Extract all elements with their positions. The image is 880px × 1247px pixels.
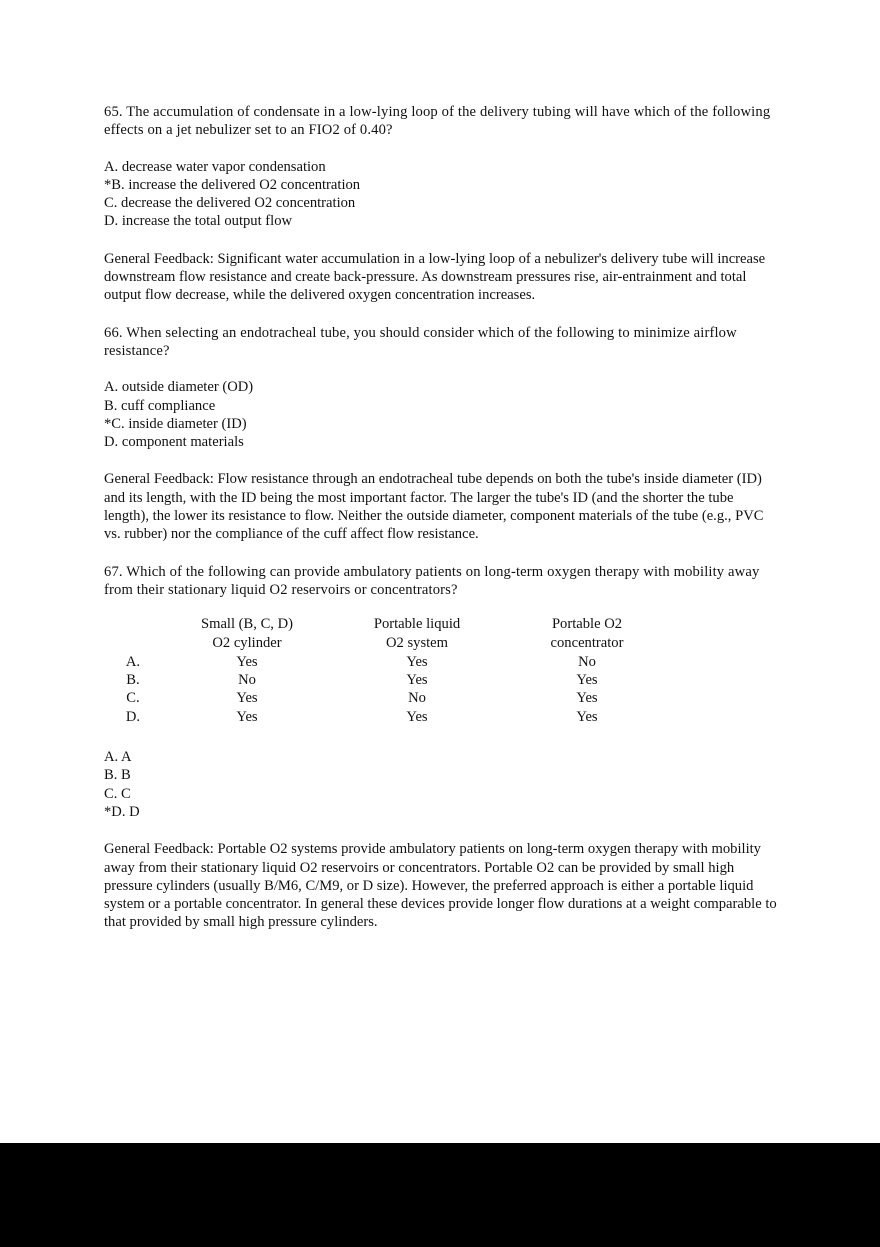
option-65-b[interactable]: *B. increase the delivered O2 concentration bbox=[104, 176, 361, 193]
question-block-67 bbox=[104, 563, 780, 932]
spacer bbox=[104, 231, 780, 250]
general-feedback-65: General Feedback: Significant water accumulation in a low-lying loop of a nebulizer's delivery tube will increase downstream flow resistance and create back-pressure. As downstream pressures rise, air-entrainment and total output flow decrease, while the delivered oxygen concentration increases. bbox=[104, 250, 766, 304]
matrix-row-label-a: A. bbox=[125, 653, 141, 670]
spacer bbox=[104, 140, 780, 158]
matrix-cell-b-1: No bbox=[238, 672, 256, 689]
option-67-c[interactable]: C. C bbox=[104, 785, 131, 802]
option-65-a[interactable]: A. decrease water vapor condensation bbox=[104, 158, 326, 175]
question-block-65 bbox=[104, 103, 780, 305]
spacer bbox=[104, 544, 780, 563]
question-stem-67: 67. Which of the following can provide ambulatory patients on long-term oxygen therapy with mobility away from their stationary liquid O2 reservoirs or concentrators? bbox=[104, 563, 760, 598]
matrix-cell-c-2: No bbox=[408, 690, 426, 707]
page-footer-black-bar bbox=[0, 1143, 880, 1247]
matrix-header-2-line1: Portable liquid bbox=[373, 616, 461, 633]
matrix-header-row-line2 bbox=[110, 634, 672, 653]
question-stem-65: 65. The accumulation of condensate in a low-lying loop of the delivery tubing will have which of the following effects on a jet nebulizer set to an FIO2 of 0.40? bbox=[104, 104, 771, 139]
option-list-66 bbox=[104, 378, 780, 451]
option-66-b[interactable]: B. cuff compliance bbox=[104, 397, 216, 414]
option-66-d[interactable]: D. component materials bbox=[104, 434, 244, 451]
option-65-c[interactable]: C. decrease the delivered O2 concentration bbox=[104, 195, 356, 212]
matrix-cell-d-3: Yes bbox=[576, 708, 598, 725]
matrix-header-3-line1: Portable O2 bbox=[551, 616, 623, 633]
matrix-row-label-b: B. bbox=[126, 672, 140, 689]
matrix-cell-b-2: Yes bbox=[406, 672, 428, 689]
table-row bbox=[110, 671, 672, 689]
matrix-corner-cell-2 bbox=[110, 634, 162, 653]
matrix-header-1-line1: Small (B, C, D) bbox=[200, 616, 294, 633]
matrix-cell-a-1: Yes bbox=[236, 653, 258, 670]
option-67-b[interactable]: B. B bbox=[104, 767, 131, 784]
spacer bbox=[104, 305, 780, 324]
answer-matrix-table bbox=[110, 615, 672, 726]
matrix-cell-c-1: Yes bbox=[236, 690, 258, 707]
option-66-c[interactable]: *C. inside diameter (ID) bbox=[104, 415, 247, 432]
question-block-66 bbox=[104, 324, 780, 544]
option-67-d[interactable]: *D. D bbox=[104, 803, 140, 820]
matrix-header-1-line2: O2 cylinder bbox=[212, 634, 282, 651]
matrix-cell-d-2: Yes bbox=[406, 708, 428, 725]
matrix-header-row-line1 bbox=[110, 615, 672, 633]
general-feedback-66: General Feedback: Flow resistance through an endotracheal tube depends on both the tube's inside diameter (ID) and its length, with the ID being the most important factor. The larger the tube's ID (and the shorter the tube length), the lower its resistance to flow. Neither the outside diameter, component materials of the tube (e.g., PVC vs. rubber) nor the compliance of the cuff affect flow resistance. bbox=[104, 471, 764, 543]
matrix-row-label-c: C. bbox=[126, 690, 140, 707]
option-67-a[interactable]: A. A bbox=[104, 749, 132, 766]
matrix-cell-d-1: Yes bbox=[236, 708, 258, 725]
option-66-a[interactable]: A. outside diameter (OD) bbox=[104, 379, 254, 396]
spacer bbox=[104, 451, 780, 470]
option-65-d[interactable]: D. increase the total output flow bbox=[104, 213, 293, 230]
matrix-header-3-line2: concentrator bbox=[550, 634, 624, 651]
matrix-row-label-d: D. bbox=[125, 708, 141, 725]
question-stem-66: 66. When selecting an endotracheal tube, you should consider which of the following to minimize airflow resistance? bbox=[104, 324, 737, 359]
table-row bbox=[110, 653, 672, 671]
option-list-67 bbox=[104, 748, 780, 821]
general-feedback-67: General Feedback: Portable O2 systems provide ambulatory patients on long-term oxygen therapy with mobility away from their stationary liquid O2 reservoirs or concentrators. Portable O2 can be provided by small high pressure cylinders (usually B/M6, C/M9, or D size). However, the preferred approach is either a portable liquid system or a portable concentrator. In general these devices provide longer flow durations at a weight comparable to that provided by small high pressure cylinders. bbox=[104, 841, 777, 931]
matrix-header-2-line2: O2 system bbox=[385, 634, 449, 651]
matrix-cell-b-3: Yes bbox=[576, 672, 598, 689]
spacer bbox=[104, 821, 780, 840]
matrix-cell-c-3: Yes bbox=[576, 690, 598, 707]
option-list-65 bbox=[104, 158, 780, 231]
document-content bbox=[104, 103, 780, 932]
table-row bbox=[110, 689, 672, 707]
matrix-cell-a-3: No bbox=[578, 653, 596, 670]
spacer bbox=[104, 360, 780, 378]
matrix-cell-a-2: Yes bbox=[406, 653, 428, 670]
matrix-corner-cell bbox=[110, 615, 162, 633]
table-row bbox=[110, 708, 672, 726]
